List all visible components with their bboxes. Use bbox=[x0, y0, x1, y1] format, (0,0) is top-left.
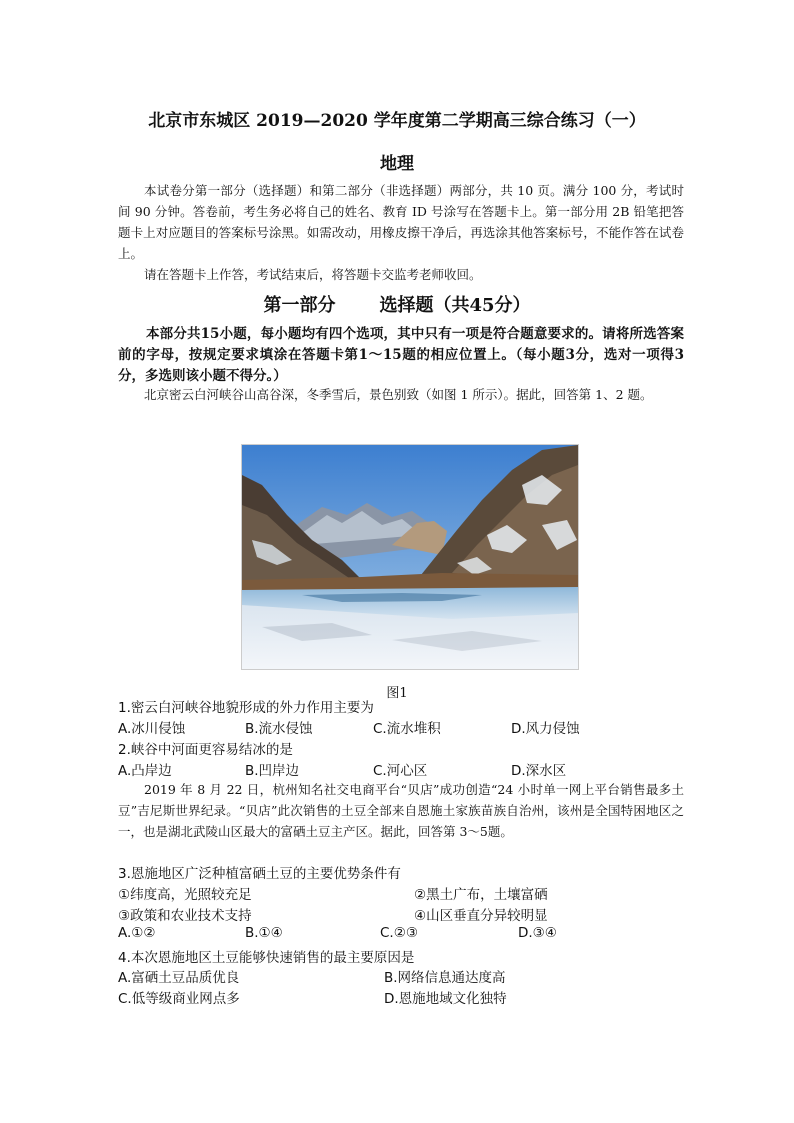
q3-condition-4: ④山区垂直分异较明显 bbox=[414, 908, 548, 924]
section-part-label: 第一部分 bbox=[263, 295, 336, 316]
q3-condition-1: ①纬度高，光照较充足 bbox=[118, 887, 252, 903]
q4-option-b: B.网络信息通达度高 bbox=[384, 970, 506, 986]
instructions-paragraph: 本试卷分第一部分（选择题）和第二部分（非选择题）两部分，共 10 页。满分 100 分，考试时间 90 分钟。答卷前，考生务必将自己的姓名、教育 ID 号涂写在答题卡上。第一部分用 2B 铅笔把答题卡上对应题目的答案标号涂黑。如需改动，用橡皮擦干净后，再选涂其他答案标号，不能作答在试卷上。 bbox=[118, 183, 684, 261]
q1-option-c: C.流水堆积 bbox=[373, 721, 441, 737]
section-rules: 本部分共15小题，每小题均有四个选项，其中只有一项是符合题意要求的。请将所选答案前的字母，按规定要求填涂在答题卡第1～15题的相应位置上。（每小题3分，选对一项得3分，多选则该小题不得分。） bbox=[118, 326, 684, 384]
q3-condition-2: ②黑土广布，土壤富硒 bbox=[414, 887, 548, 903]
canyon-photo bbox=[241, 444, 579, 670]
q4-option-c: C.低等级商业网点多 bbox=[118, 991, 240, 1007]
q1-option-b: B.流水侵蚀 bbox=[245, 721, 313, 737]
q1-option-d: D.风力侵蚀 bbox=[511, 721, 580, 737]
q1-option-a: A.冰川侵蚀 bbox=[118, 721, 186, 737]
q2-option-d: D.深水区 bbox=[511, 763, 567, 779]
q3-option-c: C.②③ bbox=[380, 925, 418, 941]
q3-option-b: B.①④ bbox=[245, 925, 283, 941]
instructions-paragraph-2: 请在答题卡上作答，考试结束后，将答题卡交监考老师收回。 bbox=[144, 267, 482, 282]
subject-title: 地理 bbox=[380, 154, 414, 174]
exam-title: 北京市东城区 2019—2020 学年度第二学期高三综合练习（一） bbox=[148, 111, 646, 131]
q4-option-a: A.富硒土豆品质优良 bbox=[118, 970, 240, 986]
q3-option-d: D.③④ bbox=[518, 925, 557, 941]
question-context-1: 北京密云白河峡谷山高谷深，冬季雪后，景色别致（如图 1 所示）。据此，回答第 1、2 题。 bbox=[144, 387, 653, 402]
question-2-stem: 2.峡谷中河面更容易结冰的是 bbox=[118, 742, 293, 758]
q4-option-d: D.恩施地域文化独特 bbox=[384, 991, 507, 1007]
q3-option-a: A.①② bbox=[118, 925, 156, 941]
q2-option-a: A.凸岸边 bbox=[118, 763, 172, 779]
section-type-label: 选择题（共45分） bbox=[379, 295, 531, 316]
section-heading bbox=[0, 291, 794, 317]
question-3-stem: 3.恩施地区广泛种植富硒土豆的主要优势条件有 bbox=[118, 866, 401, 882]
q3-condition-3: ③政策和农业技术支持 bbox=[118, 908, 252, 924]
figure-caption: 图1 bbox=[386, 686, 408, 701]
question-4-stem: 4.本次恩施地区土豆能够快速销售的最主要原因是 bbox=[118, 950, 415, 966]
question-1-stem: 1.密云白河峡谷地貌形成的外力作用主要为 bbox=[118, 700, 374, 716]
question-context-2: 2019 年 8 月 22 日，杭州知名社交电商平台“贝店”成功创造“24 小时单一网上平台销售最多土豆”吉尼斯世界纪录。“贝店”此次销售的土豆全部来自恩施土家族苗族自治州，该州是全国特困地区之一，也是湖北武陵山区最大的富硒土豆主产区。据此，回答第 3～5题。 bbox=[118, 782, 684, 839]
q2-option-b: B.凹岸边 bbox=[245, 763, 300, 779]
q2-option-c: C.河心区 bbox=[373, 763, 428, 779]
